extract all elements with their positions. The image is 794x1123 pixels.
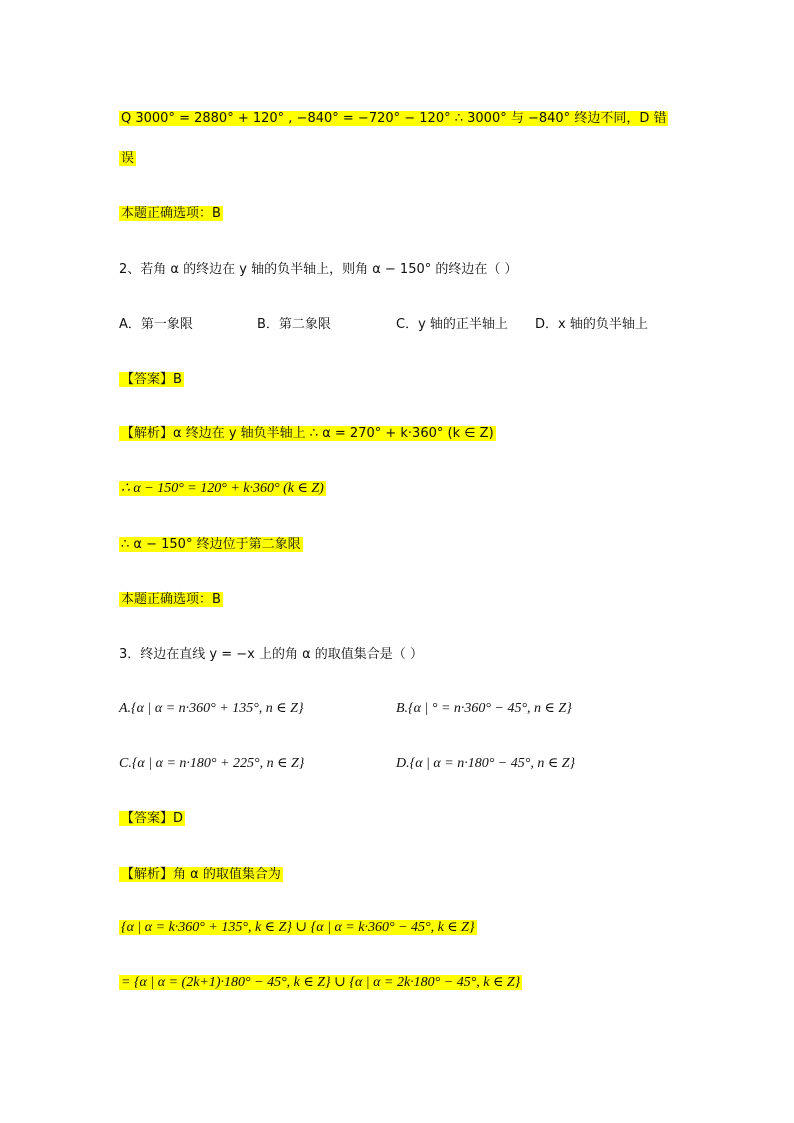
- answer-3-text: 【答案】D: [121, 811, 184, 826]
- explanation-2b-text: ∴ α − 150° = 120° + k·360° (k ∈ Z): [121, 481, 324, 496]
- answer-note-1-text: 本题正确选项：B: [121, 206, 221, 221]
- explanation-3b-text: {α | α = k·360° + 135°, k ∈ Z} ∪ {α | α = k·360° − 45°, k ∈ Z}: [121, 920, 475, 935]
- q3-option-d-text: D.{α | α = n·180° − 45°, n ∈ Z}: [396, 756, 576, 771]
- question-3-option-c: [119, 753, 304, 775]
- question-2-option-d: [535, 314, 648, 336]
- explanation-3c-text: = {α | α = (2k+1)·180° − 45°, k ∈ Z} ∪ {α | α = 2k·180° − 45°, k ∈ Z}: [121, 975, 521, 990]
- answer-note-1: [119, 203, 223, 225]
- question-3: [119, 644, 423, 666]
- q2-option-a-text: A．第一象限: [119, 317, 193, 332]
- explanation-1-continued-text: 误: [121, 151, 135, 166]
- question-2-option-a: [119, 314, 193, 336]
- question-3-option-a: [119, 698, 304, 720]
- explanation-2c-text: ∴ α − 150° 终边位于第二象限: [121, 537, 301, 552]
- explanation-3-line-1: [119, 864, 283, 886]
- explanation-line-1: [119, 108, 668, 130]
- answer-2: [119, 369, 184, 391]
- question-2-text: 2、若角 α 的终边在 y 轴的负半轴上，则角 α − 150° 的终边在（ ）: [119, 262, 518, 277]
- explanation-2-line-4: [119, 589, 223, 611]
- explanation-1-text: Q 3000° = 2880° + 120° , −840° = −720° − 120° ∴ 3000° 与 −840° 终边不同，D 错: [121, 111, 667, 126]
- explanation-3a-text: 【解析】角 α 的取值集合为: [121, 867, 281, 882]
- explanation-2-line-1: [119, 423, 496, 445]
- explanation-2-line-2: [119, 478, 326, 500]
- question-3-text: 3．终边在直线 y = −x 上的角 α 的取值集合是（ ）: [119, 647, 423, 662]
- explanation-2-line-3: [119, 534, 303, 556]
- explanation-2a-text: 【解析】α 终边在 y 轴负半轴上 ∴ α = 270° + k·360° (k ∈ Z): [121, 426, 494, 441]
- q3-option-c-text: C.{α | α = n·180° + 225°, n ∈ Z}: [119, 756, 305, 771]
- q3-option-b-text: B.{α | ° = n·360° − 45°, n ∈ Z}: [396, 701, 572, 716]
- question-3-option-b: [396, 698, 572, 720]
- question-2: [119, 259, 518, 281]
- question-3-option-d: [396, 753, 575, 775]
- explanation-3-line-2: [119, 917, 477, 939]
- question-2-option-b: [257, 314, 331, 336]
- answer-2-text: 【答案】B: [121, 372, 182, 387]
- explanation-line-1-continued: [119, 148, 136, 170]
- q2-option-b-text: B．第二象限: [257, 317, 331, 332]
- q2-option-c-text: C．y 轴的正半轴上: [396, 317, 508, 332]
- answer-3: [119, 808, 185, 830]
- explanation-3-line-3: [119, 972, 522, 994]
- question-2-option-c: [396, 314, 508, 336]
- explanation-2d-text: 本题正确选项：B: [121, 592, 221, 607]
- q3-option-a-text: A.{α | α = n·360° + 135°, n ∈ Z}: [119, 701, 304, 716]
- q2-option-d-text: D．x 轴的负半轴上: [535, 317, 648, 332]
